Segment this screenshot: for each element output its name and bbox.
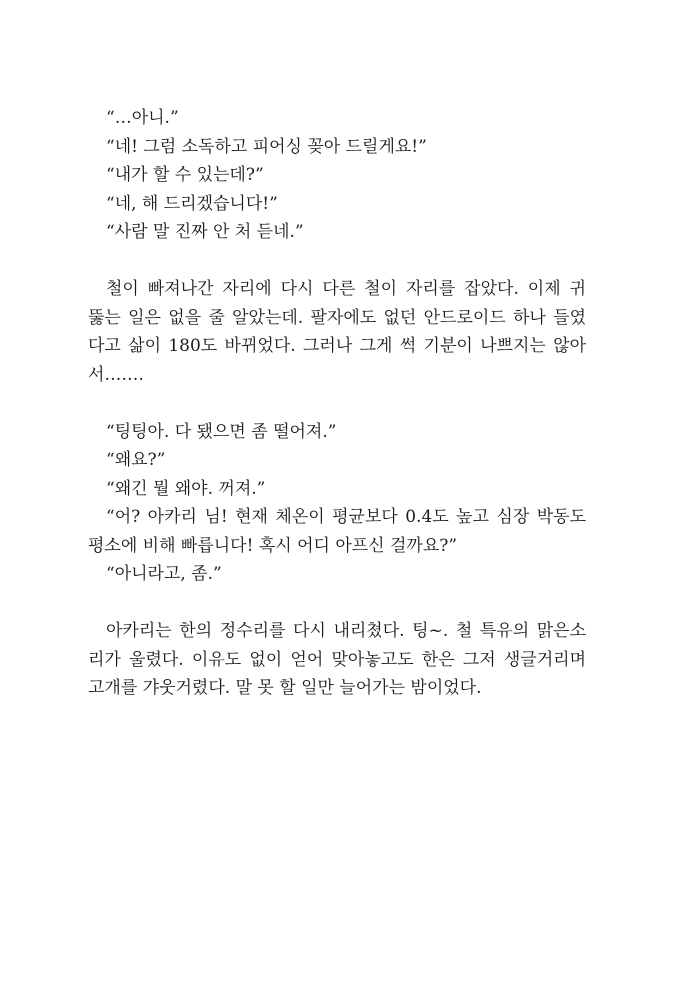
dialogue-line: “내가 할 수 있는데?” — [106, 165, 264, 185]
dialogue-line: “팅팅아. 다 됐으면 좀 떨어져.” — [106, 421, 337, 442]
dialogue-line: “네, 해 드리겠습니다!” — [106, 193, 278, 214]
dialogue-line: “왜긴 뭘 왜야. 꺼져.” — [106, 478, 266, 499]
paragraph-gap — [88, 589, 586, 618]
dialogue-line: “아니라고, 좀.” — [106, 564, 222, 584]
paragraph-line: 서……. — [88, 364, 144, 385]
paragraph-line: 아카리는 한의 정수리를 다시 내리쳤다. 팅~. 철 특유의 맑은소 — [106, 621, 586, 641]
dialogue-line: “어? 아카리 님! 현재 체온이 평균보다 0.4도 높고 심장 박동도 — [106, 507, 586, 527]
paragraph-gap — [88, 389, 586, 418]
paragraph-line: 철이 빠져나간 자리에 다시 다른 철이 자리를 잡았다. 이제 귀 — [106, 279, 586, 299]
dialogue-line: “사람 말 진짜 안 처 듣네.” — [106, 222, 304, 242]
paragraph-gap — [88, 247, 586, 276]
dialogue-line: “네! 그럼 소독하고 피어싱 꽂아 드릴게요!” — [106, 136, 427, 157]
dialogue-line: “…아니.” — [106, 108, 179, 128]
paragraph-line: 뚫는 일은 없을 줄 알았는데. 팔자에도 없던 안드로이드 하나 들였 — [88, 307, 586, 328]
paragraph-line: 고개를 갸웃거렸다. 말 못 할 일만 늘어가는 밤이었다. — [88, 678, 482, 698]
paragraph-line: 다고 삶이 180도 바뀌었다. 그러나 그게 썩 기분이 나쁘지는 않아 — [88, 336, 586, 356]
dialogue-line: “왜요?” — [106, 450, 166, 470]
paragraph-line: 리가 울렸다. 이유도 없이 얻어 맞아놓고도 한은 그저 생글거리며 — [88, 649, 586, 670]
body-text — [88, 104, 586, 703]
dialogue-line: 평소에 비해 빠릅니다! 혹시 어디 아프신 걸까요?” — [88, 535, 458, 556]
